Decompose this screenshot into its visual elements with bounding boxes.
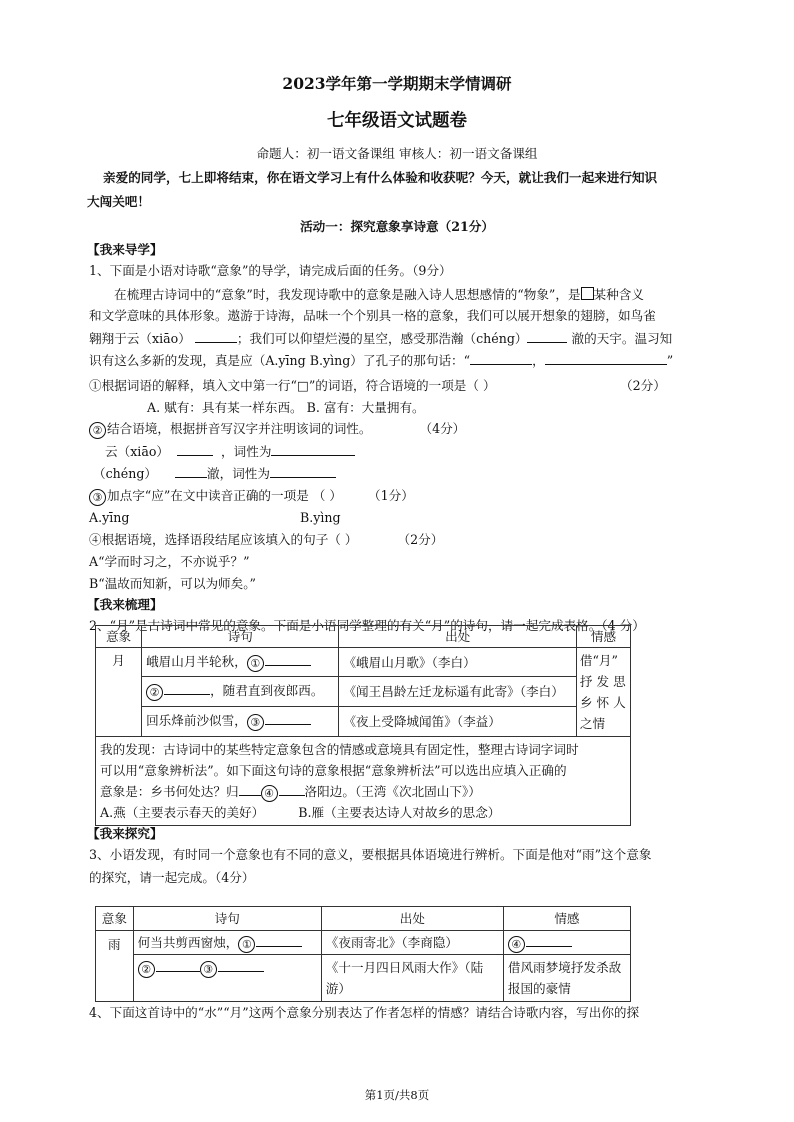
paragraph-line-2: 和文学意味的具体形象。遨游于诗海，品味一个个别具一格的意象，我们可以展开想象的翅膀，如鸟雀 [89, 308, 656, 323]
answer-blank[interactable] [265, 712, 311, 725]
discovery-cell: 我的发现：古诗词中的某些特定意象包含的情感或意境具有固定性，整理古诗词字词时 可以用“意象辨析法”。如下面这句诗的意象根据“意象辨析法”可以选出应填入正确的 意象是：乡书何处达？归 ④ 洛阳边。（王湾《次北固山下》） A.燕（主要表示春天的美好） B.雁（主要表达诗人对故乡的思念） [96, 737, 631, 826]
paragraph-line-3: 翱翔于云（xiāo） ；我们可以仰望烂漫的星空，感受那浩瀚（chéng） 澈的天宇。温习知 [89, 331, 673, 346]
table-header: 诗句 [142, 626, 339, 648]
option-a[interactable]: A.燕（主要表示春天的美好） [100, 805, 265, 820]
section-heading-sort: 【我来梳理】 [87, 597, 163, 612]
answer-blank[interactable] [177, 443, 213, 456]
answer-blank[interactable] [265, 653, 311, 666]
question-1-intro: 1、下面是小语对诗歌“意象”的导学，请完成后面的任务。（9分） [89, 263, 452, 278]
answer-blank[interactable] [256, 934, 302, 947]
table-header: 出处 [339, 626, 576, 648]
source-cell: 《十一月四日风雨大作》（陆 游） [321, 955, 503, 1002]
poem-cell: 回乐烽前沙似雪， ③ [142, 706, 339, 736]
answer-blank[interactable] [270, 465, 336, 478]
answer-blank[interactable] [271, 443, 355, 456]
moon-table [95, 625, 631, 826]
source-cell: 《闻王昌龄左迁龙标遥有此寄》（李白） [339, 677, 576, 706]
option-b[interactable]: B.雁（主要表达诗人对故乡的思念） [298, 805, 501, 820]
blank-box[interactable] [581, 287, 594, 300]
answer-blank[interactable] [279, 783, 305, 796]
table-header: 情感 [576, 626, 630, 648]
answer-blank[interactable] [545, 352, 667, 365]
activity-title: 活动一：探究意象享诗意（21分） [300, 219, 494, 234]
paragraph-line-1: 在梳理古诗词中的“意象”时，我发现诗歌中的意象是融入诗人思想感情的“物象”，是 某种含义 [114, 287, 644, 302]
answer-blank[interactable] [239, 783, 261, 796]
sub-question-2: ② 结合语境，根据拼音写汉字并注明该词的词性。 （4分） [89, 420, 465, 439]
poem-cell: 峨眉山月半轮秋， ① [142, 648, 339, 677]
table-header: 出处 [321, 907, 503, 931]
question-3-line-1: 3、小语发现，有时同一个意象也有不同的意义，要根据具体语境进行辨析。下面是他对“雨”这个意象 [89, 847, 652, 862]
answer-blank[interactable] [164, 682, 210, 695]
question-2-intro: 2、“月”是古诗词中常见的意象。下面是小语同学整理的有关“月”的诗句，请一起完成表格。（4 分） [89, 618, 645, 633]
poem-cell: ② ③ [133, 955, 321, 1002]
section-heading-guide: 【我来导学】 [87, 242, 163, 257]
poem-cell: ② ，随君直到夜郎西。 [142, 677, 339, 706]
greeting-line-2: 大闯关吧！ [87, 194, 150, 209]
sub-question-4: ④根据语境，选择语段结尾应该填入的句子（ ） （2分） [89, 532, 444, 547]
exam-authors: 命题人：初一语文备课组 审核人：初一语文备课组 [256, 146, 538, 161]
rain-table [95, 906, 631, 1002]
section-heading-explore: 【我来探究】 [87, 826, 163, 841]
table-header: 诗句 [133, 907, 321, 931]
source-cell: 《夜雨寄北》（李商隐） [321, 931, 503, 955]
table-header: 情感 [503, 907, 630, 931]
answer-blank[interactable] [218, 959, 264, 972]
option-a[interactable]: A.yīng [89, 510, 130, 525]
answer-blank[interactable] [156, 959, 200, 972]
sub-question-2-line-2: （chéng） 澈，词性为 [93, 465, 336, 483]
answer-blank[interactable] [195, 330, 237, 343]
source-cell: 《夜上受降城闻笛》（李益） [339, 706, 576, 736]
option-b[interactable]: B.yìng [300, 510, 341, 525]
answer-blank[interactable] [175, 465, 207, 478]
image-cell: 雨 [96, 931, 134, 1002]
paragraph-line-4: 识有这么多新的发现，真是应（A.yīng B.yìng）了孔子的那句话：“ ， ” [89, 353, 674, 368]
emotion-cell: ④ [503, 931, 630, 955]
answer-blank[interactable] [527, 330, 567, 343]
page-number: 第1页/共8页 [364, 1088, 430, 1102]
source-cell: 《峨眉山月歌》（李白） [339, 648, 576, 677]
emotion-cell: 借“月” 抒 发 思 乡 怀 人 之情 [576, 648, 630, 737]
sub-question-1-options: A. 赋有：具有某一样东西。 B. 富有：大量拥有。 [147, 400, 425, 415]
table-header: 意象 [96, 626, 142, 648]
image-cell: 月 [96, 648, 142, 737]
sub-question-3: ③ 加点字“应”在文中读音正确的一项是 （ ） （1分） [89, 487, 414, 506]
answer-blank[interactable] [526, 934, 572, 947]
emotion-cell: 借风雨梦境抒发杀敌 报国的豪情 [503, 955, 630, 1002]
exam-subtitle: 七年级语文试题卷 [327, 111, 467, 131]
option-a[interactable]: A“学而时习之，不亦说乎？” [89, 554, 250, 569]
question-3-line-2: 的探究，请一起完成。（4分） [89, 870, 255, 885]
greeting-line-1: 亲爱的同学，七上即将结束，你在语文学习上有什么体验和收获呢？今天，就让我们一起来进行知识 [103, 170, 658, 185]
answer-blank[interactable] [470, 352, 532, 365]
table-header: 意象 [96, 907, 134, 931]
option-b[interactable]: B“温故而知新，可以为师矣。” [89, 576, 256, 591]
sub-question-2-line-1: 云（xiāo） ，词性为 [105, 443, 355, 461]
poem-cell: 何当共剪西窗烛， ① [133, 931, 321, 955]
question-4: 4、下面这首诗中的“水”“月”这两个意象分别表达了作者怎样的情感？请结合诗歌内容，写出你的探 [89, 1005, 640, 1020]
sub-question-1: ①根据词语的解释，填入文中第一行“□”的词语，符合语境的一项是（ ） （2分） [89, 378, 666, 393]
exam-title: 2023学年第一学期期末学情调研 [282, 74, 512, 93]
